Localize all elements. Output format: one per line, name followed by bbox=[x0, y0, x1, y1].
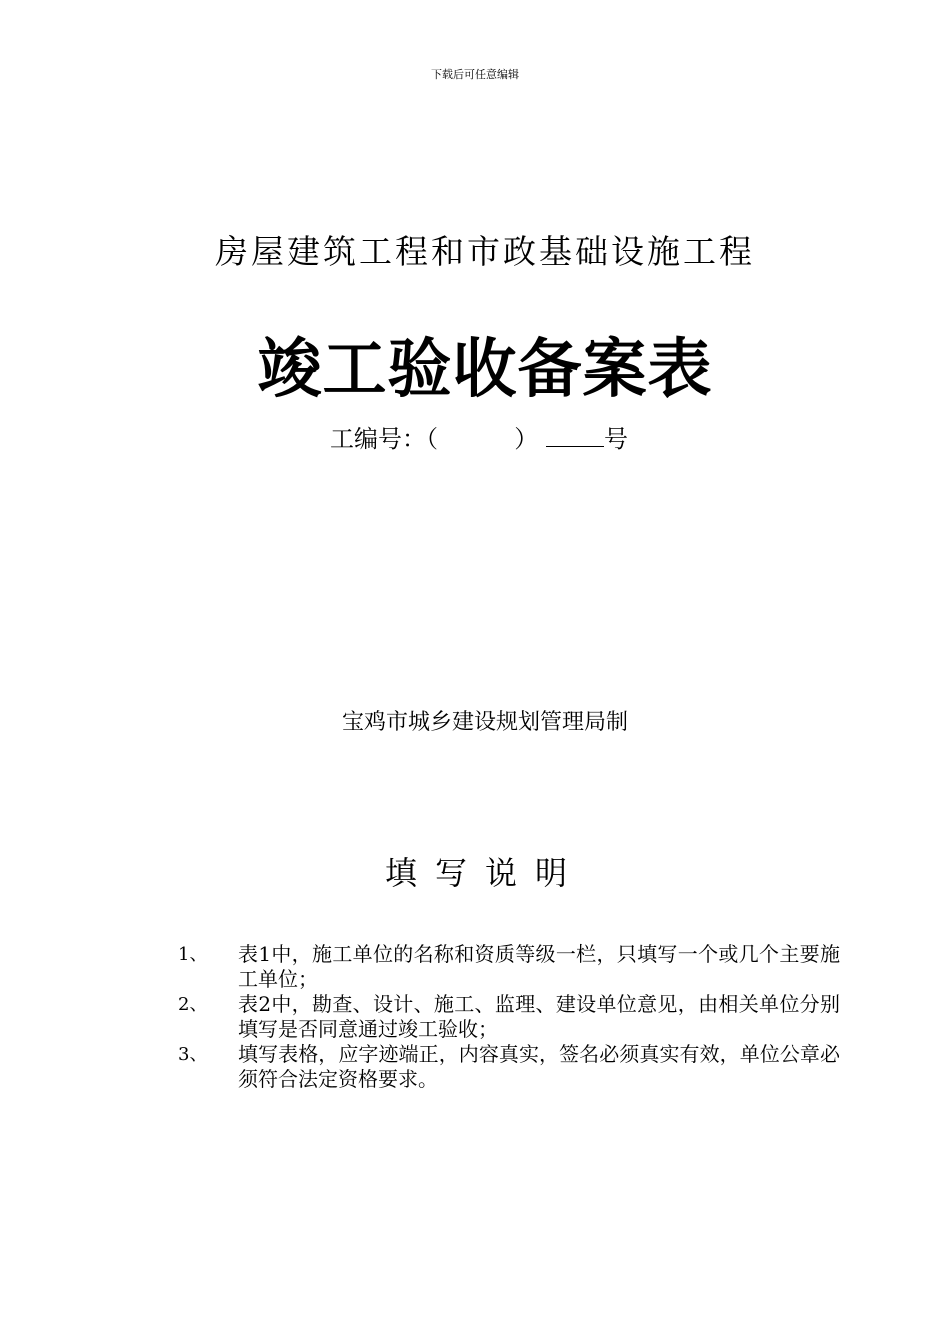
instruction-text: 表2中，勘查、设计、施工、监理、建设单位意见，由相关单位分别填写是否同意通过竣工验收； bbox=[238, 992, 840, 1041]
document-subtitle: 房屋建筑工程和市政基础设施工程 bbox=[215, 232, 755, 271]
record-number-suffix: 号 bbox=[603, 425, 628, 453]
record-number-prefix: 工编号：（ bbox=[330, 425, 438, 453]
record-number-blank bbox=[546, 424, 604, 447]
instruction-number: 3、 bbox=[178, 1044, 208, 1065]
instruction-number: 2、 bbox=[178, 994, 208, 1015]
instruction-text: 表1中，施工单位的名称和资质等级一栏，只填写一个或几个主要施工单位； bbox=[238, 942, 840, 991]
record-number-line bbox=[330, 419, 628, 454]
instructions-heading: 填写说明 bbox=[384, 854, 585, 892]
instruction-text: 填写表格，应字迹端正，内容真实，签名必须真实有效，单位公章必须符合法定资格要求。 bbox=[238, 1042, 840, 1091]
instructions-list bbox=[178, 942, 840, 1092]
header-note: 下载后可任意编辑 bbox=[431, 68, 519, 81]
instruction-item-2 bbox=[178, 992, 840, 1042]
record-number-close: ） bbox=[514, 425, 539, 453]
issuer-name: 宝鸡市城乡建设规划管理局制 bbox=[341, 710, 628, 735]
instruction-item-1 bbox=[178, 942, 840, 992]
document-title: 竣工验收备案表 bbox=[257, 333, 713, 407]
instruction-number: 1、 bbox=[178, 944, 208, 965]
instruction-item-3 bbox=[178, 1042, 840, 1092]
